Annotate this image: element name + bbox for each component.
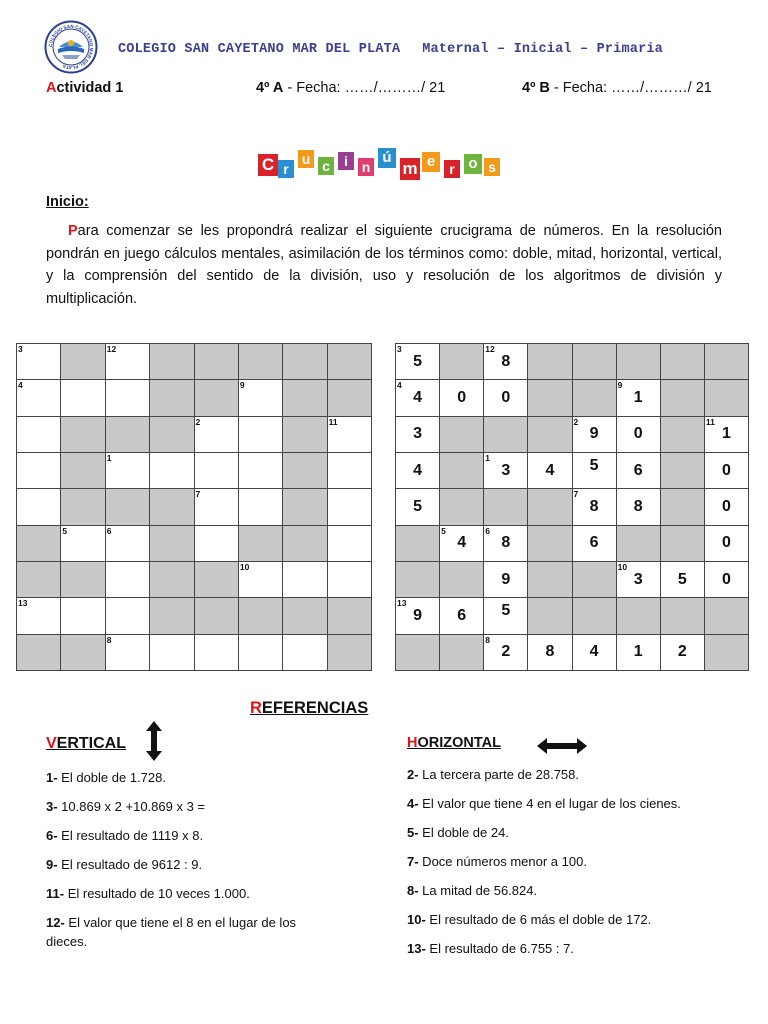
shaded-cell xyxy=(528,380,572,416)
answer-cell[interactable] xyxy=(17,489,61,525)
answer-cell[interactable] xyxy=(704,452,748,488)
shaded-cell xyxy=(660,489,704,525)
shaded-cell xyxy=(238,525,282,561)
answer-cell[interactable] xyxy=(238,416,282,452)
answer-cell[interactable] xyxy=(616,634,660,670)
answer-cell[interactable] xyxy=(572,489,616,525)
solved-crossword-grid xyxy=(395,343,749,671)
answer-cell[interactable] xyxy=(327,561,371,597)
answer-cell[interactable] xyxy=(238,380,282,416)
activity-label: Actividad 1 xyxy=(46,80,124,96)
cell-digit: 4 xyxy=(413,461,423,479)
answer-cell[interactable] xyxy=(105,634,149,670)
clue-number: 11 xyxy=(705,416,715,427)
shaded-cell xyxy=(150,489,194,525)
shaded-cell xyxy=(150,598,194,634)
answer-cell[interactable] xyxy=(238,452,282,488)
answer-cell[interactable] xyxy=(150,452,194,488)
answer-cell[interactable] xyxy=(396,380,440,416)
answer-cell[interactable] xyxy=(105,380,149,416)
shaded-cell xyxy=(616,344,660,380)
shaded-cell xyxy=(61,489,105,525)
answer-cell[interactable] xyxy=(61,598,105,634)
cell-digit: 3 xyxy=(633,570,643,588)
horizontal-arrow-icon xyxy=(536,737,588,755)
shaded-cell xyxy=(105,416,149,452)
title-letter: C xyxy=(258,154,278,176)
intro-paragraph: Para comenzar se les propondrá realizar el siguiente crucigrama de números. En la resolución pondrán en juego cálculos mentales, asimilación de los términos como: doble, mitad, horizontal, vertical, y la comprensión del sentido de la división, uso y resolución de los algoritmos de división y multiplicación. xyxy=(46,223,722,307)
answer-cell[interactable] xyxy=(660,634,704,670)
answer-cell[interactable] xyxy=(616,452,660,488)
grade-b-date: 4º B - Fecha: ……/………/ 21 xyxy=(522,80,712,96)
cell-digit: 4 xyxy=(413,388,423,406)
answer-cell[interactable] xyxy=(194,634,238,670)
shaded-cell xyxy=(150,525,194,561)
clue-number: 12 xyxy=(485,344,495,354)
answer-cell[interactable] xyxy=(17,452,61,488)
answer-cell[interactable] xyxy=(194,416,238,452)
title-letter: e xyxy=(422,152,440,172)
title-letter: i xyxy=(338,152,354,170)
shaded-cell xyxy=(194,598,238,634)
title-letter: m xyxy=(400,158,420,180)
cell-digit: 8 xyxy=(501,352,511,370)
shaded-cell xyxy=(528,344,572,380)
vertical-heading: VERTICAL xyxy=(46,735,126,752)
clue-number: 8 xyxy=(106,634,112,645)
shaded-cell xyxy=(484,416,528,452)
answer-cell[interactable] xyxy=(238,634,282,670)
shaded-cell xyxy=(150,380,194,416)
shaded-cell xyxy=(194,380,238,416)
shaded-cell xyxy=(283,525,327,561)
shaded-cell xyxy=(61,452,105,488)
cell-digit: 4 xyxy=(457,534,467,552)
clue-item: 9- El resultado de 9612 : 9. xyxy=(46,857,203,872)
clue-item: 8- La mitad de 56.824. xyxy=(407,883,538,898)
answer-cell[interactable] xyxy=(704,416,748,452)
cell-digit: 6 xyxy=(633,461,643,479)
logo-text: COLEGIO SAN CAYETANO MAR DEL PLATA xyxy=(47,23,95,71)
answer-cell[interactable] xyxy=(396,452,440,488)
answer-cell[interactable] xyxy=(704,489,748,525)
cell-digit: 9 xyxy=(413,606,423,624)
clue-number: 13 xyxy=(397,598,407,609)
cell-digit: 2 xyxy=(501,643,511,661)
clue-number: 7 xyxy=(195,489,201,500)
shaded-cell xyxy=(283,380,327,416)
cell-digit: 4 xyxy=(589,643,599,661)
answer-cell[interactable] xyxy=(616,561,660,597)
shaded-cell xyxy=(283,452,327,488)
answer-cell[interactable] xyxy=(327,452,371,488)
school-header xyxy=(118,42,663,57)
clue-number: 13 xyxy=(18,598,28,609)
answer-cell[interactable] xyxy=(396,489,440,525)
answer-cell[interactable] xyxy=(194,525,238,561)
shaded-cell xyxy=(660,452,704,488)
answer-cell[interactable] xyxy=(528,634,572,670)
answer-cell[interactable] xyxy=(396,598,440,634)
shaded-cell xyxy=(528,525,572,561)
clue-number: 4 xyxy=(397,380,402,391)
shaded-cell xyxy=(396,561,440,597)
cell-digit: 0 xyxy=(501,388,511,406)
shaded-cell xyxy=(238,344,282,380)
answer-cell[interactable] xyxy=(528,452,572,488)
school-levels: Maternal – Inicial – Primaria xyxy=(422,42,663,57)
vertical-arrow-icon xyxy=(145,720,163,762)
clue-item: 4- El valor que tiene 4 en el lugar de los cienes. xyxy=(407,796,681,811)
answer-cell[interactable] xyxy=(572,416,616,452)
answer-cell[interactable] xyxy=(616,416,660,452)
cell-digit: 1 xyxy=(633,388,643,406)
answer-cell[interactable] xyxy=(17,416,61,452)
school-name: COLEGIO SAN CAYETANO MAR DEL PLATA xyxy=(118,42,401,57)
cell-digit: 3 xyxy=(501,461,511,479)
shaded-cell xyxy=(327,634,371,670)
shaded-cell xyxy=(572,598,616,634)
clue-item: 10- El resultado de 6 más el doble de 172. xyxy=(407,912,652,927)
answer-cell[interactable] xyxy=(238,561,282,597)
shaded-cell xyxy=(572,344,616,380)
answer-cell[interactable] xyxy=(17,380,61,416)
shaded-cell xyxy=(528,489,572,525)
shaded-cell xyxy=(150,561,194,597)
shaded-cell xyxy=(704,598,748,634)
cell-digit: 8 xyxy=(633,497,643,515)
shaded-cell xyxy=(61,561,105,597)
shaded-cell xyxy=(17,634,61,670)
answer-cell[interactable] xyxy=(484,598,528,634)
cell-digit: 1 xyxy=(633,643,643,661)
answer-cell[interactable] xyxy=(484,525,528,561)
answer-cell[interactable] xyxy=(17,598,61,634)
shaded-cell xyxy=(440,489,484,525)
clue-number: 12 xyxy=(106,344,117,354)
school-logo xyxy=(44,20,98,74)
answer-cell[interactable] xyxy=(704,561,748,597)
shaded-cell xyxy=(616,598,660,634)
shaded-cell xyxy=(660,344,704,380)
answer-cell[interactable] xyxy=(616,489,660,525)
answer-cell[interactable] xyxy=(484,380,528,416)
cell-digit: 8 xyxy=(545,643,555,661)
answer-cell[interactable] xyxy=(105,452,149,488)
cell-digit: 9 xyxy=(501,570,511,588)
clue-number: 10 xyxy=(617,561,628,572)
shaded-cell xyxy=(396,634,440,670)
answer-cell[interactable] xyxy=(572,634,616,670)
answer-cell[interactable] xyxy=(105,344,149,380)
clue-number: 1 xyxy=(485,452,490,463)
cell-digit: 5 xyxy=(677,570,687,588)
crucinumeros-title xyxy=(258,148,508,176)
shaded-cell xyxy=(704,380,748,416)
answer-cell[interactable] xyxy=(440,598,484,634)
title-letter: s xyxy=(484,158,500,176)
shaded-cell xyxy=(440,561,484,597)
shaded-cell xyxy=(327,380,371,416)
shaded-cell xyxy=(440,634,484,670)
referencias-heading: REFERENCIAS xyxy=(250,699,369,717)
cell-digit: 5 xyxy=(413,352,423,370)
clue-number: 9 xyxy=(617,380,623,391)
answer-cell[interactable] xyxy=(194,452,238,488)
shaded-cell xyxy=(283,416,327,452)
answer-cell[interactable] xyxy=(484,561,528,597)
cell-digit: 0 xyxy=(457,388,467,406)
cell-digit: 5 xyxy=(413,497,423,515)
clue-number: 9 xyxy=(239,380,245,391)
clue-item: 3- 10.869 x 2 +10.869 x 3 = xyxy=(46,799,206,814)
cell-digit: 0 xyxy=(721,570,731,588)
shaded-cell xyxy=(660,598,704,634)
shaded-cell xyxy=(150,416,194,452)
shaded-cell xyxy=(396,525,440,561)
clue-item: 11- El resultado de 10 veces 1.000. xyxy=(46,886,250,901)
answer-cell[interactable] xyxy=(616,380,660,416)
shaded-cell xyxy=(660,416,704,452)
answer-cell[interactable] xyxy=(150,634,194,670)
answer-cell[interactable] xyxy=(17,344,61,380)
cell-digit: 2 xyxy=(677,643,687,661)
clue-number: 4 xyxy=(18,380,23,391)
answer-cell[interactable] xyxy=(327,489,371,525)
answer-cell[interactable] xyxy=(327,525,371,561)
cell-digit: 0 xyxy=(721,497,731,515)
answer-cell[interactable] xyxy=(660,561,704,597)
empty-crossword-grid xyxy=(16,343,372,671)
clue-item: 5- El doble de 24. xyxy=(407,825,509,840)
shaded-cell xyxy=(17,561,61,597)
cell-digit: 5 xyxy=(501,602,511,620)
shaded-cell xyxy=(440,452,484,488)
clue-number: 10 xyxy=(239,561,250,572)
cell-digit: 5 xyxy=(589,456,599,474)
cell-digit: 6 xyxy=(589,534,599,552)
clue-number: 8 xyxy=(485,634,490,645)
answer-cell[interactable] xyxy=(105,561,149,597)
shaded-cell xyxy=(327,598,371,634)
shaded-cell xyxy=(484,489,528,525)
title-letter: n xyxy=(358,158,374,176)
cell-digit: 6 xyxy=(457,606,467,624)
shaded-cell xyxy=(238,598,282,634)
answer-cell[interactable] xyxy=(61,525,105,561)
shaded-cell xyxy=(572,561,616,597)
clue-number: 2 xyxy=(195,416,201,427)
title-letter: r xyxy=(278,160,294,178)
shaded-cell xyxy=(704,344,748,380)
clue-item: 12- El valor que tiene el 8 en el lugar de los dieces. xyxy=(46,915,297,949)
answer-cell[interactable] xyxy=(283,634,327,670)
answer-cell[interactable] xyxy=(327,416,371,452)
title-letter: r xyxy=(444,160,460,178)
title-letter: c xyxy=(318,157,334,175)
clue-item: 2- La tercera parte de 28.758. xyxy=(407,767,580,782)
shaded-cell xyxy=(660,380,704,416)
cell-digit: 8 xyxy=(501,534,511,552)
answer-cell[interactable] xyxy=(572,452,616,488)
answer-cell[interactable] xyxy=(105,598,149,634)
shaded-cell xyxy=(17,525,61,561)
cell-digit: 9 xyxy=(589,425,599,443)
shaded-cell xyxy=(440,416,484,452)
answer-cell[interactable] xyxy=(396,344,440,380)
shaded-cell xyxy=(528,416,572,452)
shaded-cell xyxy=(61,634,105,670)
grade-a-date: 4º A - Fecha: ……/………/ 21 xyxy=(256,80,446,96)
clue-number: 3 xyxy=(18,344,23,354)
answer-cell[interactable] xyxy=(61,380,105,416)
cell-digit: 0 xyxy=(633,425,643,443)
answer-cell[interactable] xyxy=(238,489,282,525)
answer-cell[interactable] xyxy=(704,525,748,561)
clue-item: 7- Doce números menor a 100. xyxy=(407,854,587,869)
shaded-cell xyxy=(616,525,660,561)
cell-digit: 3 xyxy=(413,425,423,443)
cell-digit: 0 xyxy=(721,461,731,479)
answer-cell[interactable] xyxy=(484,452,528,488)
answer-cell[interactable] xyxy=(572,525,616,561)
shaded-cell xyxy=(283,344,327,380)
shaded-cell xyxy=(660,525,704,561)
shaded-cell xyxy=(528,598,572,634)
answer-cell[interactable] xyxy=(105,525,149,561)
clue-number: 2 xyxy=(573,416,579,427)
clue-item: 1- El doble de 1.728. xyxy=(46,770,166,785)
clue-item: 6- El resultado de 1119 x 8. xyxy=(46,828,204,843)
shaded-cell xyxy=(150,344,194,380)
shaded-cell xyxy=(105,489,149,525)
shaded-cell xyxy=(704,634,748,670)
cell-digit: 8 xyxy=(589,497,599,515)
shaded-cell xyxy=(327,344,371,380)
shaded-cell xyxy=(528,561,572,597)
answer-cell[interactable] xyxy=(440,525,484,561)
clue-number: 6 xyxy=(485,525,490,536)
clue-number: 5 xyxy=(62,525,68,536)
shaded-cell xyxy=(283,598,327,634)
shaded-cell xyxy=(283,489,327,525)
clue-number: 5 xyxy=(441,525,446,536)
answer-cell[interactable] xyxy=(440,380,484,416)
answer-cell[interactable] xyxy=(283,561,327,597)
cell-digit: 1 xyxy=(721,425,731,443)
clue-number: 1 xyxy=(106,452,112,463)
shaded-cell xyxy=(440,344,484,380)
answer-cell[interactable] xyxy=(484,344,528,380)
shaded-cell xyxy=(194,561,238,597)
title-letter: ú xyxy=(378,148,396,168)
clue-item: 13- El resultado de 6.755 : 7. xyxy=(407,941,574,956)
clue-number: 3 xyxy=(397,344,402,354)
answer-cell[interactable] xyxy=(194,489,238,525)
answer-cell[interactable] xyxy=(484,634,528,670)
shaded-cell xyxy=(572,380,616,416)
cell-digit: 0 xyxy=(721,534,731,552)
clue-number: 11 xyxy=(328,416,338,427)
title-letter: u xyxy=(298,150,314,168)
clue-number: 7 xyxy=(573,489,579,500)
answer-cell[interactable] xyxy=(396,416,440,452)
inicio-heading: Inicio: xyxy=(46,194,89,210)
horizontal-heading: HORIZONTAL xyxy=(407,735,501,751)
clue-number: 6 xyxy=(106,525,112,536)
title-letter: o xyxy=(464,154,482,174)
shaded-cell xyxy=(194,344,238,380)
cell-digit: 4 xyxy=(545,461,555,479)
shaded-cell xyxy=(61,416,105,452)
shaded-cell xyxy=(61,344,105,380)
